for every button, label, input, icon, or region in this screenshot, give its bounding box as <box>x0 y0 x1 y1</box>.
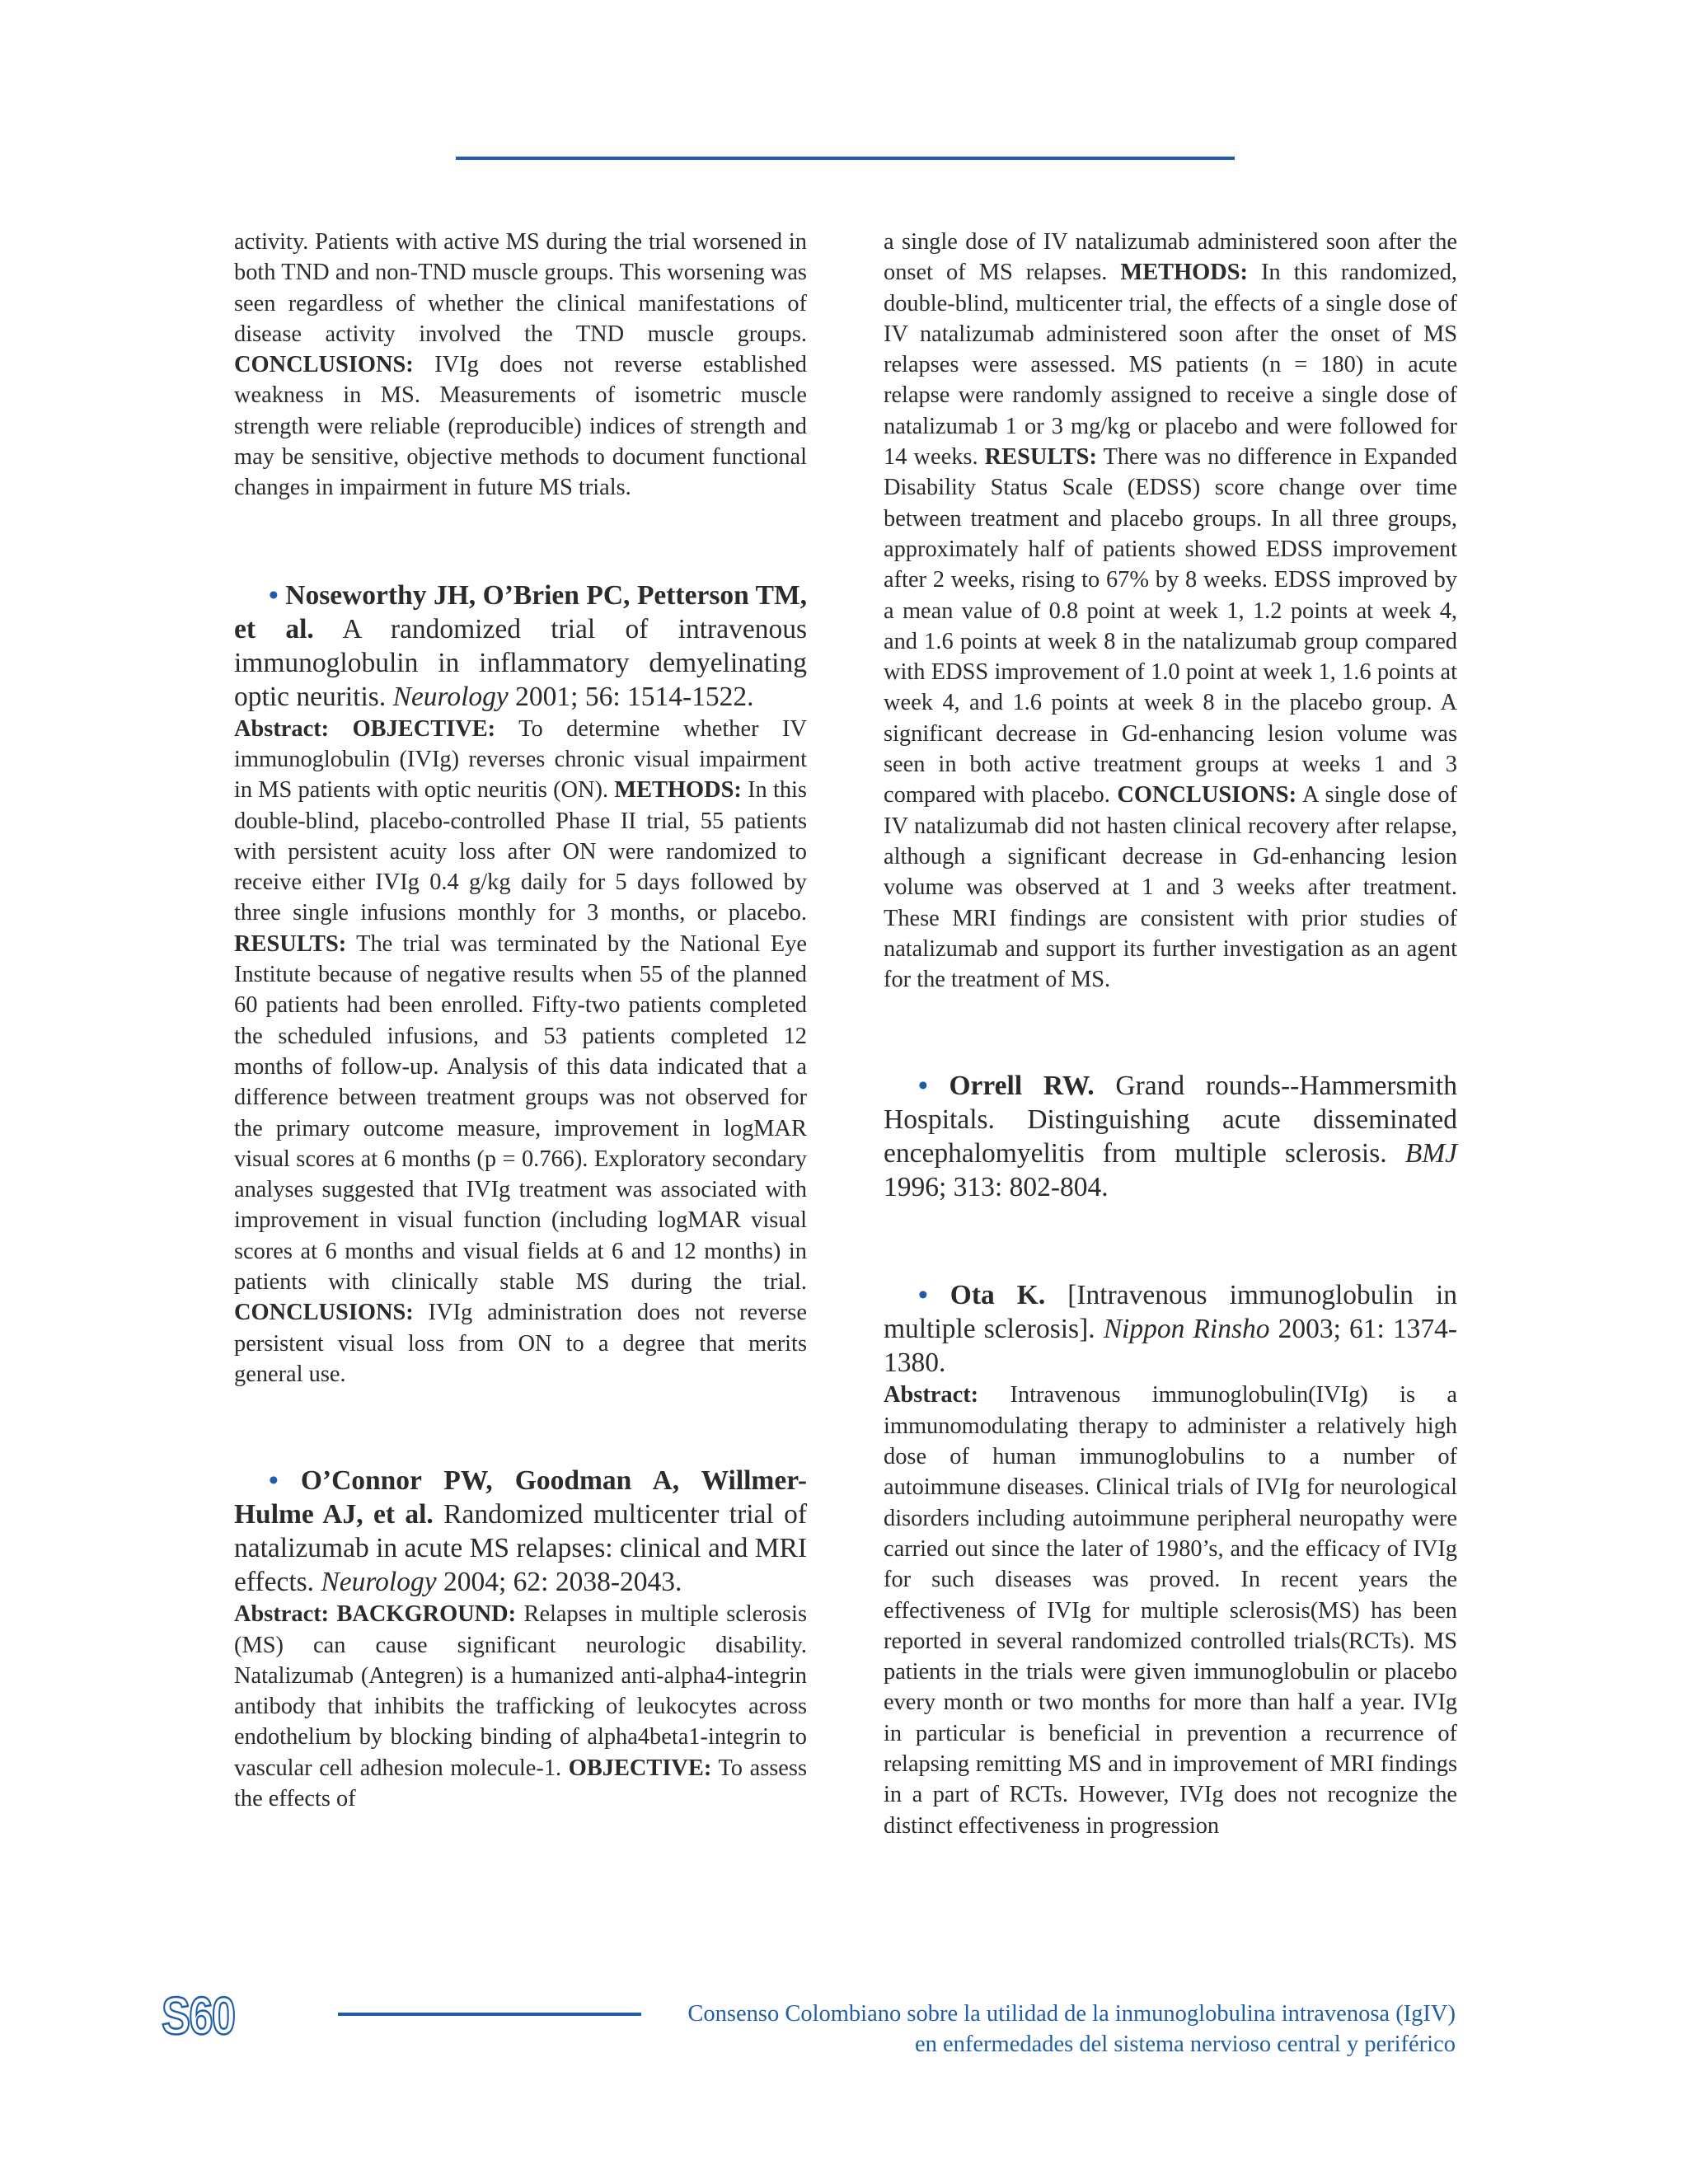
reference-title: A randomized trial of intravenous immunoglobulin in inflammatory demyelinating optic neuritis. <box>234 613 807 712</box>
section-label: OBJECTIVE: <box>329 715 496 742</box>
abstract-text: There was no difference in Expanded Disability Status Scale (EDSS) score change over time between treatment and placebo groups. In all three groups, approximately half of patients showed EDSS improvement after 2 weeks, rising to 67% by 8 weeks. EDSS improved by a mean value of 0.8 point at week 1, 1.2 points at week 4, and 1.6 points at week 8 in the natalizumab group compared with EDSS improvement of 1.0 point at week 1, 1.6 points at week 4, and 1.6 points at week 8 in the placebo group. A significant decrease in Gd-enhancing lesion volume was seen in both active treatment groups at weeks 1 and 3 compared with placebo. <box>884 444 1457 808</box>
reference-entry <box>234 1464 807 1599</box>
abstract-text: A single dose of IV natalizumab did not hasten clinical recovery after relapse, although a significant decrease in Gd-enhancing lesion volume was observed at 1 and 3 weeks after treatment. These MRI findings are consistent with prior studies of natalizumab and support its further investigation as an agent for the treatment of MS. <box>884 782 1457 993</box>
header-rule <box>456 157 1235 160</box>
abstract-text: IVIg does not reverse established weakness in MS. Measurements of isometric muscle strength were reliable (reproducible) indices of strength and may be sensitive, objective methods to document functional changes in impairment in future MS trials. <box>234 352 807 501</box>
reference-authors: Orrell RW. <box>949 1071 1095 1102</box>
abstract-text: a single dose of IV natalizumab administered soon after the onset of MS relapses. <box>884 229 1457 286</box>
abstract-text: Relapses in multiple sclerosis (MS) can cause significant neurologic disability. Natalizumab (Antegren) is a humanized anti-alpha4-integrin antibody that inhibits the trafficking of leukocytes across endothelium by blocking binding of alpha4beta1-integrin to vascular cell adhesion molecule-1. <box>234 1601 807 1781</box>
bullet-icon: • <box>269 1465 279 1497</box>
reference-authors: Noseworthy JH, O’Brien PC, Petterson TM, et al. <box>234 579 807 644</box>
abstract <box>234 1599 807 1814</box>
left-column <box>234 227 807 1814</box>
abstract-text: activity. Patients with active MS during the trial worsened in both TND and non-TND muscle groups. This worsening was seen regardless of whether the clinical manifestations of disease activity involved the TND muscle groups. <box>234 229 807 347</box>
section-label: METHODS: <box>614 777 742 804</box>
reference-citation: 2001; 56: 1514-1522. <box>508 681 754 712</box>
footer-rule <box>338 2013 641 2016</box>
abstract-label: Abstract: <box>884 1382 979 1408</box>
bullet-icon: • <box>269 579 279 611</box>
section-label: METHODS: <box>1120 260 1249 286</box>
bullet-icon: • <box>918 1280 928 1311</box>
section-label: CONCLUSIONS: <box>234 1300 414 1326</box>
bullet-icon: • <box>918 1071 928 1102</box>
reference-journal: Neurology <box>321 1567 437 1598</box>
reference-citation: 2004; 62: 2038-2043. <box>436 1567 682 1598</box>
abstract-label: Abstract: <box>234 715 330 742</box>
reference-title: Randomized multicenter trial of natalizumab in acute MS relapses: clinical and MRI effects. <box>234 1499 808 1598</box>
section-label: RESULTS: <box>234 930 347 957</box>
abstract-continuation <box>234 227 807 504</box>
section-label: OBJECTIVE: <box>568 1755 712 1781</box>
abstract-text: Intravenous immunoglobulin(IVIg) is a immunomodulating therapy to administer a relatively high dose of human immunoglobulins to a number of autoimmune diseases. Clinical trials of IVIg for neurological disorders including autoimmune peripheral neuropathy were carried out since the later of 1980’s, and the efficacy of IVIg for such diseases was proved. In recent years the effectiveness of IVIg for multiple sclerosis(MS) has been reported in several randomized controlled trials(RCTs). MS patients in the trials were given immunoglobulin or placebo every month or two months for more than half a year. IVIg in particular is beneficial in prevention a recurrence of relapsing remitting MS and in improvement of MRI findings in a part of RCTs. However, IVIg does not recognize the distinct effectiveness in progression <box>884 1382 1457 1839</box>
abstract-text: To determine whether IV immunoglobulin (IVIg) reverses chronic visual impairment in MS patients with optic neuritis (ON). <box>234 715 807 804</box>
reference-title: [Intravenous immunoglobulin in multiple sclerosis]. <box>884 1280 1457 1345</box>
footer-line: Consenso Colombiano sobre la utilidad de la inmunoglobulina intravenosa (IgIV) <box>687 2001 1456 2027</box>
abstract-text: In this randomized, double-blind, multicenter trial, the effects of a single dose of IV natalizumab administered soon after the onset of MS relapses were assessed. MS patients (n = 180) in acute relapse were randomly assigned to receive a single dose of natalizumab 1 or 3 mg/kg or placebo and were followed for 14 weeks. <box>884 260 1457 471</box>
footer-line: en enfermedades del sistema nervioso central y periférico <box>914 2032 1456 2057</box>
abstract-text: In this double-blind, placebo-controlled Phase II trial, 55 patients with persistent acuity loss after ON were randomized to receive either IVIg 0.4 g/kg daily for 5 days followed by three single infusions monthly for 3 months, or placebo. <box>234 777 807 926</box>
abstract-continuation <box>884 227 1457 995</box>
reference-entry <box>884 1069 1457 1204</box>
section-label: CONCLUSIONS: <box>234 352 414 378</box>
reference-journal: Neurology <box>392 681 509 712</box>
reference-entry <box>234 579 807 714</box>
reference-title: Grand rounds--Hammersmith Hospitals. Distinguishing acute disseminated encephalomyelitis from multiple sclerosis. <box>884 1071 1457 1169</box>
reference-journal: Nippon Rinsho <box>1103 1314 1270 1345</box>
abstract-label: Abstract: <box>234 1601 330 1628</box>
section-label: RESULTS: <box>984 444 1097 471</box>
reference-citation: 2003; 61: 1374-1380. <box>884 1314 1457 1379</box>
section-label: BACKGROUND: <box>329 1601 517 1628</box>
reference-journal: BMJ <box>1404 1138 1457 1169</box>
reference-authors: Ota K. <box>950 1280 1046 1311</box>
page-number: S60 <box>162 1986 235 2046</box>
abstract-text: The trial was terminated by the National Eye Institute because of negative results when 55 of the planned 60 patients had been enrolled. Fifty-two patients completed the scheduled infusions, and 53 patients completed 12 months of follow-up. Analysis of this data indicated that a difference between treatment groups was not observed for the primary outcome measure, improvement in logMAR visual scores at 6 months (p = 0.766). Exploratory secondary analyses suggested that IVIg treatment was associated with improvement in visual function (including logMAR visual scores at 6 months and visual fields at 6 and 12 months) in patients with clinically stable MS during the trial. <box>234 930 807 1296</box>
abstract <box>234 714 807 1390</box>
reference-citation: 1996; 313: 802-804. <box>884 1172 1109 1203</box>
abstract <box>884 1380 1457 1840</box>
reference-authors: O’Connor PW, Goodman A, Willmer-Hulme AJ, et al. <box>234 1465 807 1530</box>
reference-entry <box>884 1278 1457 1380</box>
section-label: CONCLUSIONS: <box>1117 782 1297 808</box>
abstract-text: IVIg administration does not reverse persistent visual loss from ON to a degree that merits general use. <box>234 1300 807 1387</box>
abstract-text: To assess the effects of <box>234 1755 807 1811</box>
running-footer <box>664 1999 1456 2060</box>
right-column <box>884 227 1457 1841</box>
